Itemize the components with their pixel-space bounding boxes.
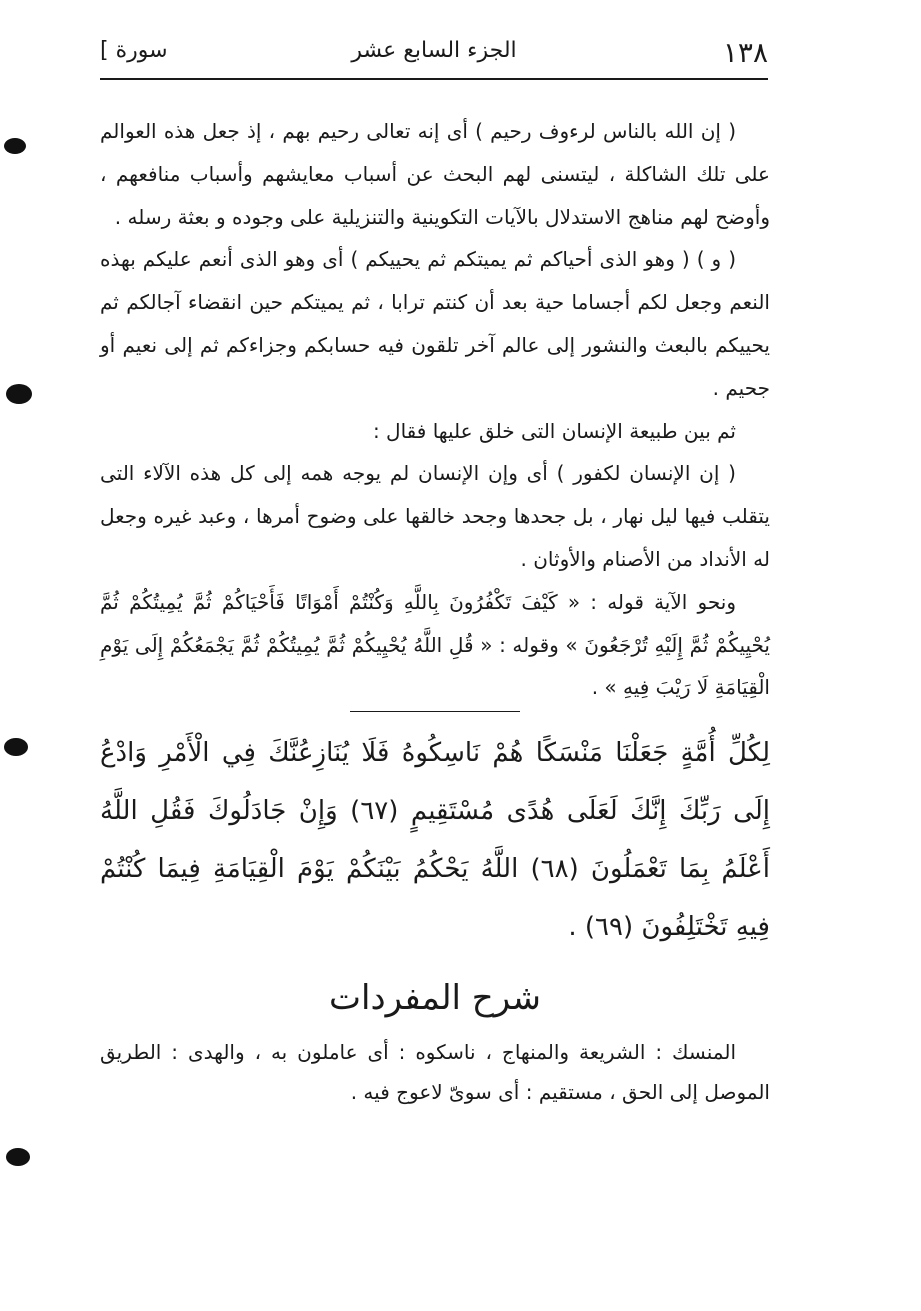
ink-blot-mark [4, 138, 26, 154]
commentary-paragraph: ثم بين طبيعة الإنسان التى خلق عليها فقال : [372, 418, 736, 443]
quran-verses: لِكُلِّ أُمَّةٍ جَعَلْنَا مَنْسَكًا هُمْ نَاسِكُوهُ فَلَا يُنَازِعُنَّكَ فِي الْأَمْرِ وَادْعُ إِلَى رَبِّكَ إِنَّكَ لَعَلَى هُدًى مُسْتَقِيمٍ (٦٧) وَإِنْ جَادَلُوكَ فَقُلِ اللَّهُ أَعْلَمُ بِمَا تَعْمَلُونَ (٦٨) اللَّهُ يَحْكُمُ بَيْنَكُمْ يَوْمَ الْقِيَامَةِ فِيمَا كُنْتُمْ فِيهِ تَخْتَلِفُونَ (٦٩) . [100, 738, 771, 943]
ink-blot-mark [4, 738, 28, 756]
running-title: الجزء السابع عشر [351, 38, 517, 63]
vocabulary-text: المنسك : الشريعة والمنهاج ، ناسكوه : أى عاملون به ، والهدى : الطريق الموصل إلى الحق ، مستقيم : أى سوىّ لاعوج فيه . [100, 1040, 770, 1105]
commentary-paragraph: ( إن الله بالناس لرءوف رحيم ) أى إنه تعالى رحيم بهم ، إذ جعل هذه العوالم على تلك الشاكلة ، ليتسنى لهم البحث عن أسباب معايشهم وأسباب منافعهم ، وأوضح لهم مناهج الاستدلال بالآيات التكوينية والتنزيلية على وجوده و بعثة رسله . [100, 119, 770, 229]
vocabulary-section [100, 1032, 770, 1112]
surah-label: سورة ] [100, 38, 168, 63]
header-rule [100, 78, 768, 80]
commentary-paragraph: ( و ) ( وهو الذى أحياكم ثم يميتكم ثم يحييكم ) أى وهو الذى أنعم عليكم بهذه النعم وجعل لكم أجساما حية بعد أن كنتم ترابا ، ثم يميتكم حين انقضاء آجالكم ثم يحييكم بالبعث والنشور إلى عالم آخر تلقون فيه حسابكم وجزاءكم ثم إلى نعيم أو جحيم . [100, 247, 770, 400]
ink-blot-mark [6, 384, 32, 404]
page-body [100, 110, 770, 1112]
section-divider [350, 711, 520, 712]
vocabulary-heading: شرح المفردات [328, 978, 542, 1019]
page-header [100, 30, 768, 80]
ink-blot-mark [6, 1148, 30, 1166]
page-number: ١٣٨ [722, 36, 768, 69]
commentary-paragraph: ونحو الآية قوله : « كَيْفَ تَكْفُرُونَ بِاللَّهِ وَكُنْتُمْ أَمْوَاتًا فَأَحْيَاكُمْ ثُمَّ يُمِيتُكُمْ ثُمَّ يُحْيِيكُمْ ثُمَّ إِلَيْهِ تُرْجَعُونَ » وقوله : « قُلِ اللَّهُ يُحْيِيكُمْ ثُمَّ يُمِيتُكُمْ ثُمَّ يَجْمَعُكُمْ إِلَى يَوْمِ الْقِيَامَةِ لَا رَيْبَ فِيهِ » . [100, 589, 770, 700]
commentary-paragraph: ( إن الإنسان لكفور ) أى وإن الإنسان لم يوجه همه إلى كل هذه الآلاء التى يتقلب فيها ليل نهار ، بل جحدها وجحد خالقها على وضوح أمرها ، وعبد غيره وجعل له الأنداد من الأصنام والأوثان . [100, 461, 770, 571]
